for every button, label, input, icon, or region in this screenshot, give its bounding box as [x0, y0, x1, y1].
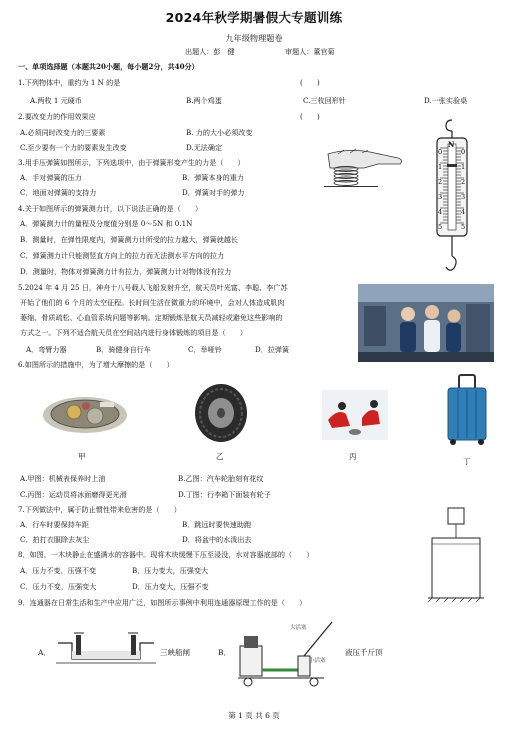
hand-spring-figure	[318, 148, 410, 188]
page-title: 2024年秋学期暑假大专题训练	[165, 10, 343, 25]
scale-tick-label: 2	[438, 178, 443, 186]
section-heading: 一、单项选择题（本题共20小题，每小题2分，共40分）	[18, 62, 199, 71]
question-8-stem: 8．如图，一木块静止在盛满水的容器中。现将木块缓慢下压至浸没，水对容器底部的（ ）	[18, 550, 314, 559]
q7-option-a: A．行车时要保持车距	[20, 520, 89, 529]
ship-lock-caption: 三峡船闸	[160, 648, 190, 657]
reviewer-line: 审题人：董官菊	[285, 47, 335, 56]
scale-tick-label: 0	[438, 148, 443, 156]
q6-option-b: B.乙图：汽车轮胎刻有花纹	[178, 474, 264, 483]
tire-image	[193, 382, 249, 444]
q8-option-a: A．压力不变，压强不变	[20, 566, 97, 575]
q3-option-d: D．弹簧对手的弹力	[182, 188, 245, 197]
question-1-answer-paren: ( )	[300, 78, 320, 87]
q7-option-d: D．将盆中的水泼出去	[182, 535, 252, 544]
space-station-photo	[358, 284, 494, 362]
question-7-stem: 7.下列做法中，属于防止惯性带来危害的是（ ）	[18, 505, 181, 514]
question-6-stem: 6.如图所示的措施中，为了增大摩擦的是（ ）	[18, 360, 174, 369]
q5-option-b: B．骑健身自行车	[96, 345, 151, 354]
scale-tick-label: 4	[438, 208, 443, 216]
q3-option-a: A．手对弹簧的压力	[20, 173, 82, 182]
question-5-line: 方式之一。下列不适合航天员在空间站内进行身体锻炼的项目是（ ）	[20, 328, 247, 337]
small-piston-label: 小活塞	[309, 658, 326, 664]
q3-option-b: B．弹簧本身的重力	[182, 173, 244, 182]
scale-tick-label: 3	[461, 193, 466, 201]
question-5-line: 萎缩、骨质疏松、心血管系统问题等影响。定期锻炼是航天员减轻或避免这些影响的	[20, 313, 283, 322]
spring-scale-unit: N	[448, 140, 455, 149]
q1-option-c: C.三枚回形针	[303, 96, 346, 105]
q2-option-d: D.无法确定	[186, 143, 223, 152]
page-subtitle: 九年级物理题卷	[225, 33, 283, 43]
question-5-line: 开始了他们的 6 个月的太空征程。长时间生活在微重力的环境中，会对人体造成肌肉	[20, 298, 285, 307]
scale-tick-label: 1	[438, 163, 443, 171]
q2-option-b: B. 力的大小必须改变	[186, 128, 253, 137]
question-3-stem: 3.用手压弹簧如图所示，下列选项中，由于弹簧形变产生的力是（ ）	[18, 158, 245, 167]
q7-option-c: C．拍打衣服除去灰尘	[20, 535, 90, 544]
q5-option-a: A．弯臂力器	[26, 345, 67, 354]
hydraulic-jack-caption: 液压千斤顶	[345, 648, 383, 657]
q1-option-d: D.一张实验桌	[424, 96, 468, 105]
q5-option-d: D．拉弹簧	[255, 345, 290, 354]
q8-option-b: B．压力变大，压强变大	[132, 566, 209, 575]
question-5-line: 5.2024 年 4 月 25 日，神舟十八号载人飞船发射升空，航天员叶光富、李聪、李广苏	[18, 283, 288, 292]
figure-caption-bing: 丙	[349, 452, 357, 461]
q6-option-a: A.甲图：机械表保养时上油	[20, 474, 106, 483]
mechanical-watch-image	[40, 390, 130, 436]
q2-option-c: C.至少要有一个力的要素发生改变	[20, 143, 127, 152]
question-9-stem: 9．连通器在日常生活和生产中应用广泛，如图所示事例中利用连通器原理工作的是（ ）	[18, 598, 307, 607]
q9-option-a-label: A．	[38, 648, 51, 657]
q9-option-b-label: B．	[218, 648, 232, 657]
ship-lock-figure	[56, 625, 156, 667]
q5-option-c: C．举哑铃	[188, 345, 222, 354]
scale-tick-label: 5	[461, 223, 466, 231]
suitcase-image	[444, 374, 490, 446]
q6-option-d: D.丁图：行李箱下面装有轮子	[178, 490, 271, 499]
scale-tick-label: 4	[461, 208, 466, 216]
author-line: 出题人：彭 健	[185, 47, 235, 56]
q2-option-a: A.必须同时改变力的三要素	[20, 128, 106, 137]
question-2-stem: 2.要改变力的作用效果应	[18, 112, 96, 121]
curling-image	[322, 390, 388, 440]
q1-option-a: A.两枚 1 元硬币	[30, 96, 82, 105]
q8-option-d: D．压力变大，压强不变	[132, 582, 209, 591]
hydraulic-jack-figure	[234, 618, 342, 688]
question-4-stem: 4.关于如图所示的弹簧测力计，以下说法正确的是（ ）	[18, 204, 203, 213]
scale-tick-label: 5	[438, 223, 443, 231]
q7-option-b: B．跳远时要快速助跑	[182, 520, 252, 529]
scale-tick-label: 3	[438, 193, 443, 201]
container-block-figure	[428, 500, 484, 606]
question-2-answer-paren: ( )	[300, 112, 320, 121]
q6-option-c: C.丙图：运动员将冰面磨得更光滑	[20, 490, 127, 499]
scale-tick-label: 1	[461, 163, 466, 171]
q1-option-b: B.两个鸡蛋	[186, 96, 222, 105]
question-1-stem: 1.下列物体中，重约为 1 N 的是	[18, 78, 121, 87]
scale-tick-label: 2	[461, 178, 466, 186]
page-footer: 第 1 页 共 6 页	[228, 711, 280, 720]
figure-caption-jia: 甲	[78, 452, 86, 461]
large-piston-label: 大活塞	[290, 625, 307, 631]
q4-option-d: D．测量时，物体对弹簧测力计有拉力，弹簧测力计对物体没有拉力	[20, 267, 232, 276]
q4-option-c: C．弹簧测力计只能测竖直方向上的拉力而无法测水平方向的拉力	[20, 251, 225, 260]
q3-option-c: C．地面对弹簧的支持力	[20, 188, 97, 197]
figure-caption-ding: 丁	[463, 457, 471, 466]
q4-option-a: A．弹簧测力计的量程及分度值分别是 0～5N 和 0.1N	[20, 219, 193, 228]
figure-caption-yi: 乙	[216, 452, 224, 461]
q4-option-b: B．测量时，在弹性限度内，弹簧测力计所受的拉力越大，弹簧就越长	[20, 235, 239, 244]
scale-tick-label: 0	[461, 148, 466, 156]
q8-option-c: C．压力不变，压强变大	[20, 582, 97, 591]
